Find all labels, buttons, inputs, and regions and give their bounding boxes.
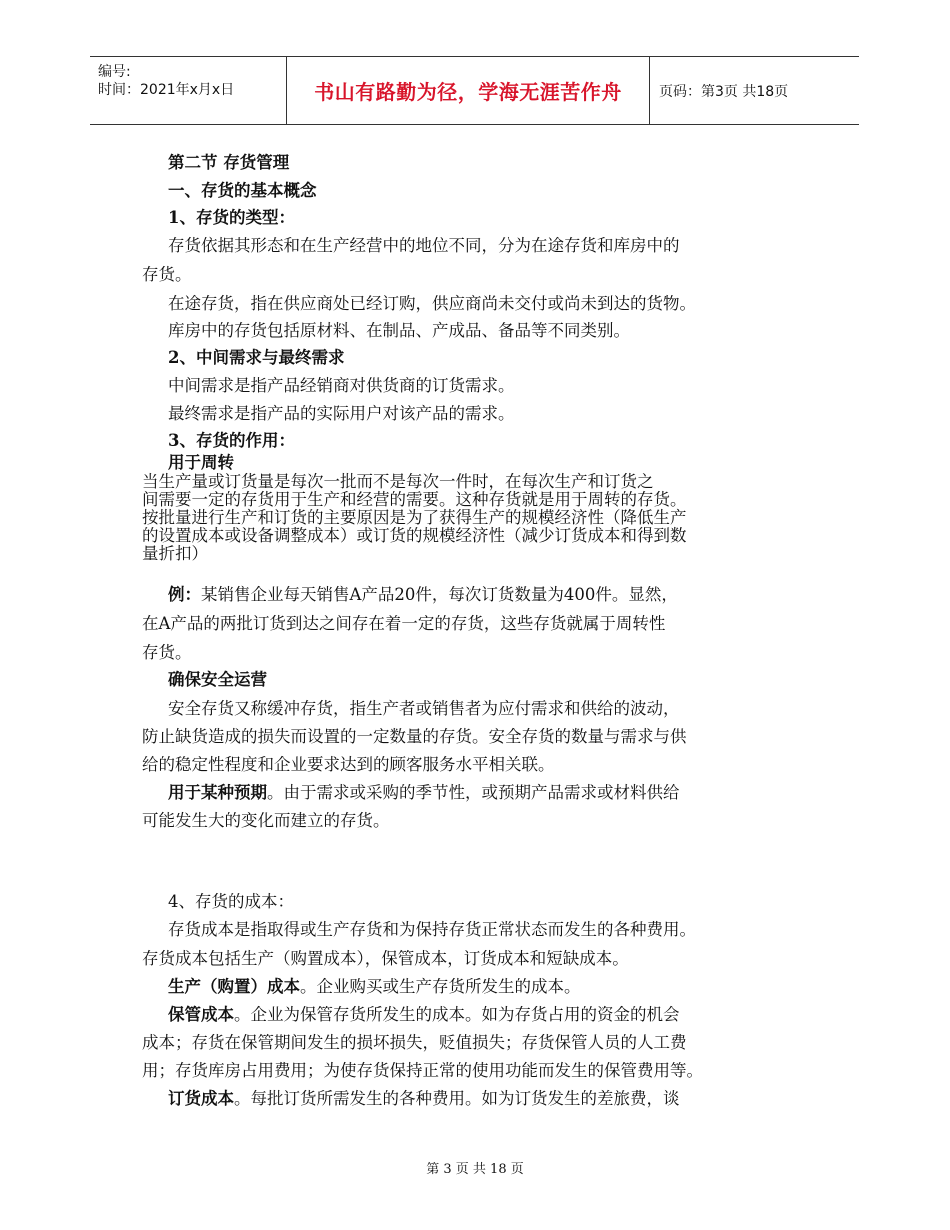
cost-text: 。企业购买或生产存货所发生的成本。 <box>300 977 581 996</box>
subheading-turnover: 用于周转 <box>168 453 234 472</box>
paragraph-line: 库房中的存货包括原材料、在制品、产成品、备品等不同类别。 <box>168 321 630 340</box>
page-header <box>90 56 859 125</box>
time-label: 时间：2021年x月x日 <box>98 82 235 98</box>
paragraph-line: 存货。 <box>142 643 192 662</box>
header-motto: 书山有路勤为径，学海无涯苦作舟 <box>314 80 622 104</box>
cost-line <box>168 977 581 997</box>
paragraph-line: 间需要一定的存货用于生产和经营的需要。这种存货就是用于周转的存货。 <box>142 490 687 509</box>
heading-basic-concepts: 一、存货的基本概念 <box>168 181 317 200</box>
heading-inventory-types: 1、存货的类型： <box>168 208 295 227</box>
paragraph-line: 当生产量或订货量是每次一批而不是每次一件时，在每次生产和订货之 <box>142 472 654 491</box>
subheading-anticipation: 用于某种预期 <box>168 783 267 802</box>
cost-text: 。企业为保管存货所发生的成本。如为存货占用的资金的机会 <box>234 1005 680 1024</box>
paragraph-line: 最终需求是指产品的实际用户对该产品的需求。 <box>168 404 515 423</box>
heading-inventory-cost: 4、存货的成本： <box>168 892 294 911</box>
header-meta <box>90 57 286 124</box>
paragraph-line: 防止缺货造成的损失而设置的一定数量的存货。安全存货的数量与需求与供 <box>142 727 687 746</box>
paragraph-line: 安全存货又称缓冲存货，指生产者或销售者为应付需求和供给的波动， <box>168 699 680 718</box>
example-label: 例： <box>168 585 201 604</box>
cost-label-production: 生产（购置）成本 <box>168 977 300 996</box>
subheading-safety: 确保安全运营 <box>168 670 267 689</box>
cost-line <box>168 1089 680 1109</box>
paragraph-line: 存货成本是指取得或生产存货和为保持存货正常状态而发生的各种费用。 <box>168 920 696 939</box>
anticipation-line <box>168 783 680 803</box>
paragraph-line: 按批量进行生产和订货的主要原因是为了获得生产的规模经济性（降低生产 <box>142 508 687 527</box>
section-title: 第二节 存货管理 <box>168 153 290 172</box>
paragraph-line: 可能发生大的变化而建立的存货。 <box>142 811 390 830</box>
cost-text: 。每批订货所需发生的各种费用。如为订货发生的差旅费，谈 <box>234 1089 680 1108</box>
anticipation-text: 。由于需求或采购的季节性，或预期产品需求或材料供给 <box>267 783 680 802</box>
paragraph-line: 存货依据其形态和在生产经营中的地位不同，分为在途存货和库房中的 <box>168 236 680 255</box>
number-label: 编号: <box>98 64 131 80</box>
header-page-info: 页码：第3页 共18页 <box>659 83 789 100</box>
header-divider <box>649 57 650 124</box>
heading-inventory-role: 3、存货的作用： <box>168 431 295 450</box>
paragraph-line: 量折扣） <box>142 544 208 563</box>
paragraph-line: 成本；存货在保管期间发生的损坏损失，贬值损失；存货保管人员的人工费 <box>142 1033 687 1052</box>
paragraph-line: 在A产品的两批订货到达之间存在着一定的存货，这些存货就属于周转性 <box>142 614 666 633</box>
paragraph-line: 的设置成本或设备调整成本）或订货的规模经济性（减少订货成本和得到数 <box>142 526 687 545</box>
paragraph-line: 存货。 <box>142 265 192 284</box>
cost-label-holding: 保管成本 <box>168 1005 234 1024</box>
example-text: 某销售企业每天销售A产品20件，每次订货数量为400件。显然， <box>201 585 678 604</box>
paragraph-line: 在途存货，指在供应商处已经订购，供应商尚未交付或尚未到达的货物。 <box>168 294 696 313</box>
page-footer: 第 3 页 共 18 页 <box>426 1162 524 1177</box>
example-line <box>168 585 678 605</box>
cost-label-ordering: 订货成本 <box>168 1089 234 1108</box>
paragraph-line: 给的稳定性程度和企业要求达到的顾客服务水平相关联。 <box>142 755 555 774</box>
paragraph-line: 中间需求是指产品经销商对供货商的订货需求。 <box>168 376 515 395</box>
paragraph-line: 用；存货库房占用费用；为使存货保持正常的使用功能而发生的保管费用等。 <box>142 1061 703 1080</box>
cost-line <box>168 1005 680 1025</box>
heading-demand: 2、中间需求与最终需求 <box>168 348 345 367</box>
paragraph-line: 存货成本包括生产（购置成本），保管成本，订货成本和短缺成本。 <box>142 949 629 968</box>
